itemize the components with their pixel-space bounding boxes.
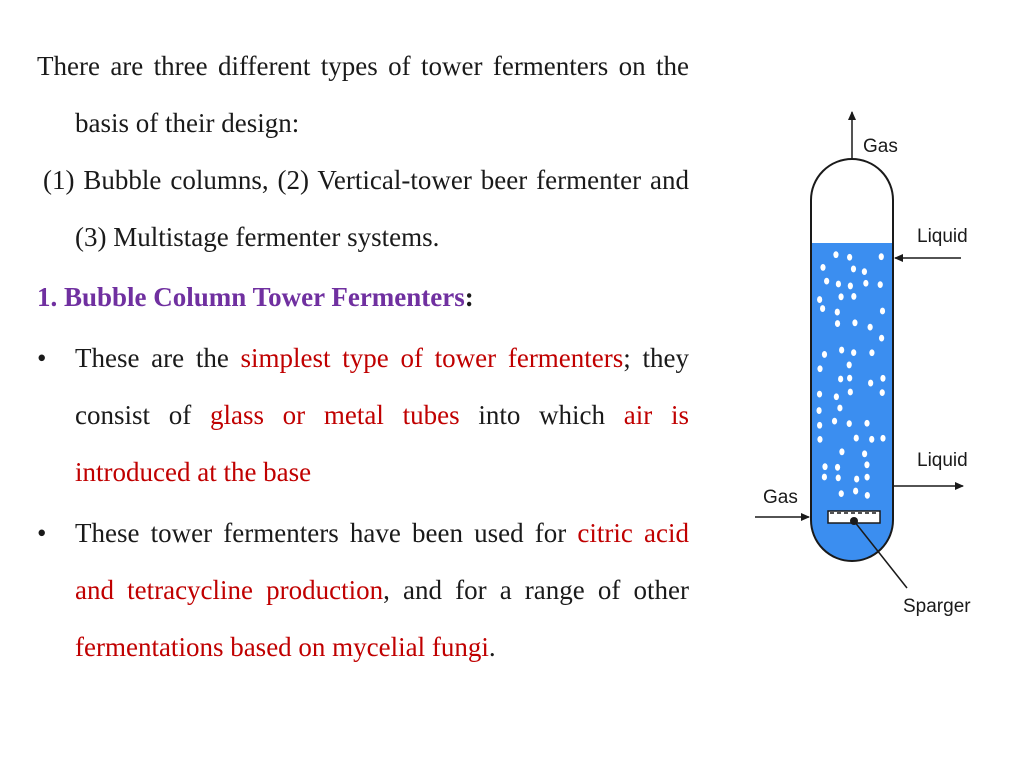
- sparger-label: Sparger: [903, 596, 971, 617]
- bullet-1-text-a: These are the: [75, 343, 241, 373]
- bubble: [839, 490, 844, 497]
- bubble: [848, 389, 853, 396]
- intro-paragraph: There are three different types of tower fermenters on the basis of their design:: [37, 51, 689, 138]
- bullet-2-text-c: .: [488, 632, 496, 662]
- bubble: [847, 375, 852, 382]
- bubble: [865, 474, 870, 481]
- bubble: [864, 420, 869, 427]
- bubble: [822, 474, 827, 481]
- bubble: [824, 278, 829, 285]
- bullet-1-highlight-a: simplest type of tower fermenters: [240, 343, 624, 373]
- bullet-2-text-b: , and for a range of other: [383, 575, 689, 605]
- bubble: [822, 463, 827, 470]
- bubble: [869, 349, 874, 356]
- liquid-outlet-label: Liquid: [917, 450, 968, 471]
- bubble: [817, 391, 822, 398]
- bubble: [838, 293, 843, 300]
- liquid-inlet-label: Liquid: [917, 226, 968, 247]
- bubble: [879, 253, 884, 260]
- bubble: [834, 393, 839, 400]
- gas-inlet-label: Gas: [763, 487, 798, 508]
- bubble: [835, 320, 840, 327]
- section-heading: [37, 269, 689, 326]
- bubble: [878, 281, 883, 288]
- bubble: [837, 405, 842, 412]
- bullet-1-text-b: ; they consist of: [75, 343, 689, 430]
- bubble: [851, 293, 856, 300]
- bubble: [864, 461, 869, 468]
- bubble: [851, 349, 856, 356]
- bubble: [880, 308, 885, 315]
- bubble: [854, 476, 859, 483]
- bubble: [817, 422, 822, 429]
- bubble-column-diagram: [745, 100, 985, 630]
- bullet-text-1: [75, 330, 689, 501]
- bubble: [880, 435, 885, 442]
- bubble: [836, 281, 841, 288]
- bubble: [853, 488, 858, 495]
- bubble: [817, 365, 822, 372]
- bullet-2-highlight-a: citric acid and tetracycline production: [75, 518, 689, 605]
- sparger-pointer-dot: [850, 517, 858, 525]
- gas-outlet-label: Gas: [863, 136, 898, 157]
- bubble: [817, 436, 822, 443]
- section-heading-text: 1. Bubble Column Tower Fermenters: [37, 282, 465, 312]
- bubble: [847, 362, 852, 369]
- bullet-2-text-a: These tower fermenters have been used for: [75, 518, 578, 548]
- bubble: [820, 264, 825, 271]
- types-paragraph: (1) Bubble columns, (2) Vertical-tower beer fermenter and (3) Multistage fermenter systems.: [43, 165, 689, 252]
- bubble: [880, 375, 885, 382]
- bubble: [868, 324, 873, 331]
- bubble: [868, 380, 873, 387]
- bubble: [862, 268, 867, 275]
- bubble: [817, 296, 822, 303]
- bubble: [847, 420, 852, 427]
- bubble: [816, 407, 821, 414]
- bullet-1-highlight-c: air is introduced at the base: [75, 400, 689, 487]
- bubble: [838, 376, 843, 383]
- bubble: [822, 351, 827, 358]
- bubble: [854, 435, 859, 442]
- bubble: [835, 464, 840, 471]
- slide-text: [37, 38, 689, 676]
- bubble: [835, 309, 840, 316]
- bubble: [851, 266, 856, 273]
- bubble: [863, 280, 868, 287]
- bubble: [880, 389, 885, 396]
- bullet-1-text-c: into which: [459, 400, 624, 430]
- section-heading-colon: :: [464, 282, 474, 312]
- bubble: [852, 319, 857, 326]
- bubble: [833, 251, 838, 258]
- bubble: [847, 254, 852, 261]
- bullet-icon: •: [37, 518, 47, 548]
- bullet-2-highlight-b: fermentations based on mycelial fungi: [75, 632, 489, 662]
- bullet-text-2: [75, 505, 689, 676]
- bubble: [839, 448, 844, 455]
- bullet-1-highlight-b: glass or metal tubes: [209, 400, 460, 430]
- bullet-item-1: [37, 330, 689, 501]
- bubble: [865, 492, 870, 499]
- bullet-icon: •: [37, 343, 47, 373]
- bubble: [839, 347, 844, 354]
- bubble: [879, 335, 884, 342]
- bubble: [820, 305, 825, 312]
- bubble: [862, 450, 867, 457]
- bubble: [848, 283, 853, 290]
- bubble: [869, 436, 874, 443]
- bullet-item-2: [37, 505, 689, 676]
- bubble: [832, 418, 837, 425]
- bubble: [836, 474, 841, 481]
